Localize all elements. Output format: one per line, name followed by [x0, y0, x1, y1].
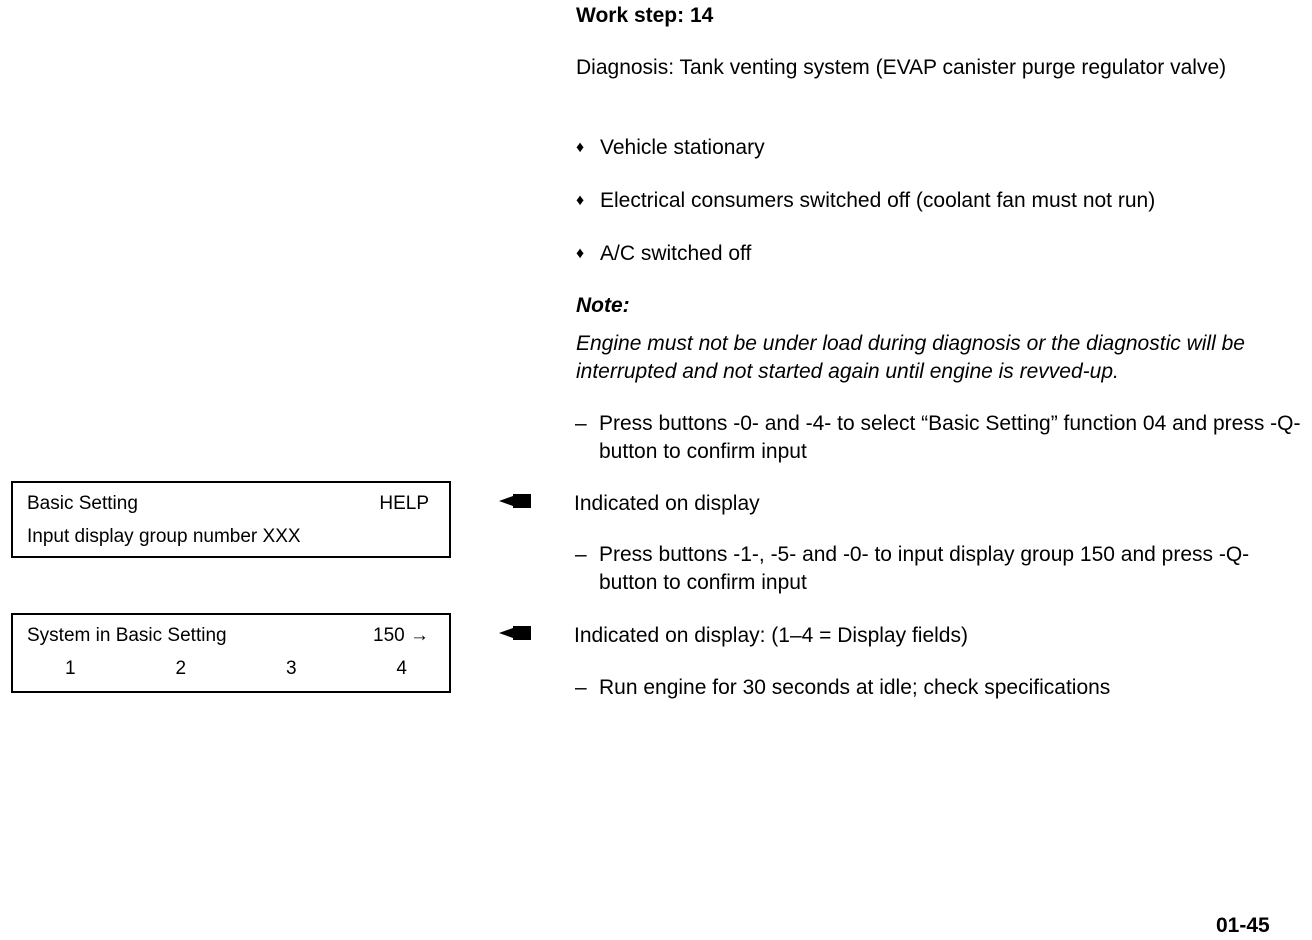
display-left-text: Basic Setting [27, 493, 138, 514]
step-text: Run engine for 30 seconds at idle; check specifications [599, 676, 1111, 699]
pointing-arrow-icon [499, 494, 531, 508]
instruction-step [575, 410, 1307, 466]
bullet-text: A/C switched off [600, 242, 752, 265]
dash-marker: – [575, 543, 587, 566]
display-left-text: System in Basic Setting [27, 625, 227, 646]
list-item [576, 240, 1304, 268]
page-number: 01-45 [1216, 914, 1270, 937]
diagnosis-text: Diagnosis: Tank venting system (EVAP canister purge regulator valve) [576, 56, 1227, 79]
diamond-bullet-icon: ♦ [576, 139, 585, 156]
instruction-step [575, 541, 1307, 597]
work-step-heading: Work step: 14 [576, 4, 714, 27]
display-panel-system-basic-setting [11, 613, 451, 693]
list-item [576, 187, 1304, 215]
list-item [576, 134, 1304, 162]
step-text: Press buttons -0- and -4- to select “Basic Setting” function 04 and press -Q- button to confirm input [599, 412, 1301, 463]
display-group-number: 150 → [373, 625, 429, 646]
display-field-3: 3 [285, 658, 297, 679]
pointing-arrow-icon [499, 626, 531, 640]
display-field-2: 2 [175, 658, 187, 679]
diamond-bullet-icon: ♦ [576, 192, 585, 209]
display-field-1: 1 [65, 658, 76, 679]
display-line2-text: Input display group number XXX [27, 526, 301, 547]
dash-marker: – [575, 676, 587, 699]
bullet-text: Vehicle stationary [600, 136, 765, 159]
indication-text: Indicated on display: (1–4 = Display fields) [574, 624, 968, 647]
indication-text: Indicated on display [574, 492, 760, 515]
step-text: Press buttons -1-, -5- and -0- to input display group 150 and press -Q- button to confirm input [599, 543, 1250, 594]
display-fields [27, 652, 429, 685]
diamond-bullet-icon: ♦ [576, 245, 585, 262]
display-panel-basic-setting [11, 481, 451, 558]
display-help-text: HELP [379, 493, 429, 514]
bullet-text: Electrical consumers switched off (coolant fan must not run) [600, 189, 1156, 212]
dash-marker: – [575, 412, 587, 435]
display-field-4: 4 [396, 658, 407, 679]
instruction-step [575, 674, 1307, 702]
note-text: Engine must not be under load during diagnosis or the diagnostic will be interrupted and not started again until engine is revved-up. [576, 332, 1245, 383]
note-heading: Note: [576, 294, 630, 317]
